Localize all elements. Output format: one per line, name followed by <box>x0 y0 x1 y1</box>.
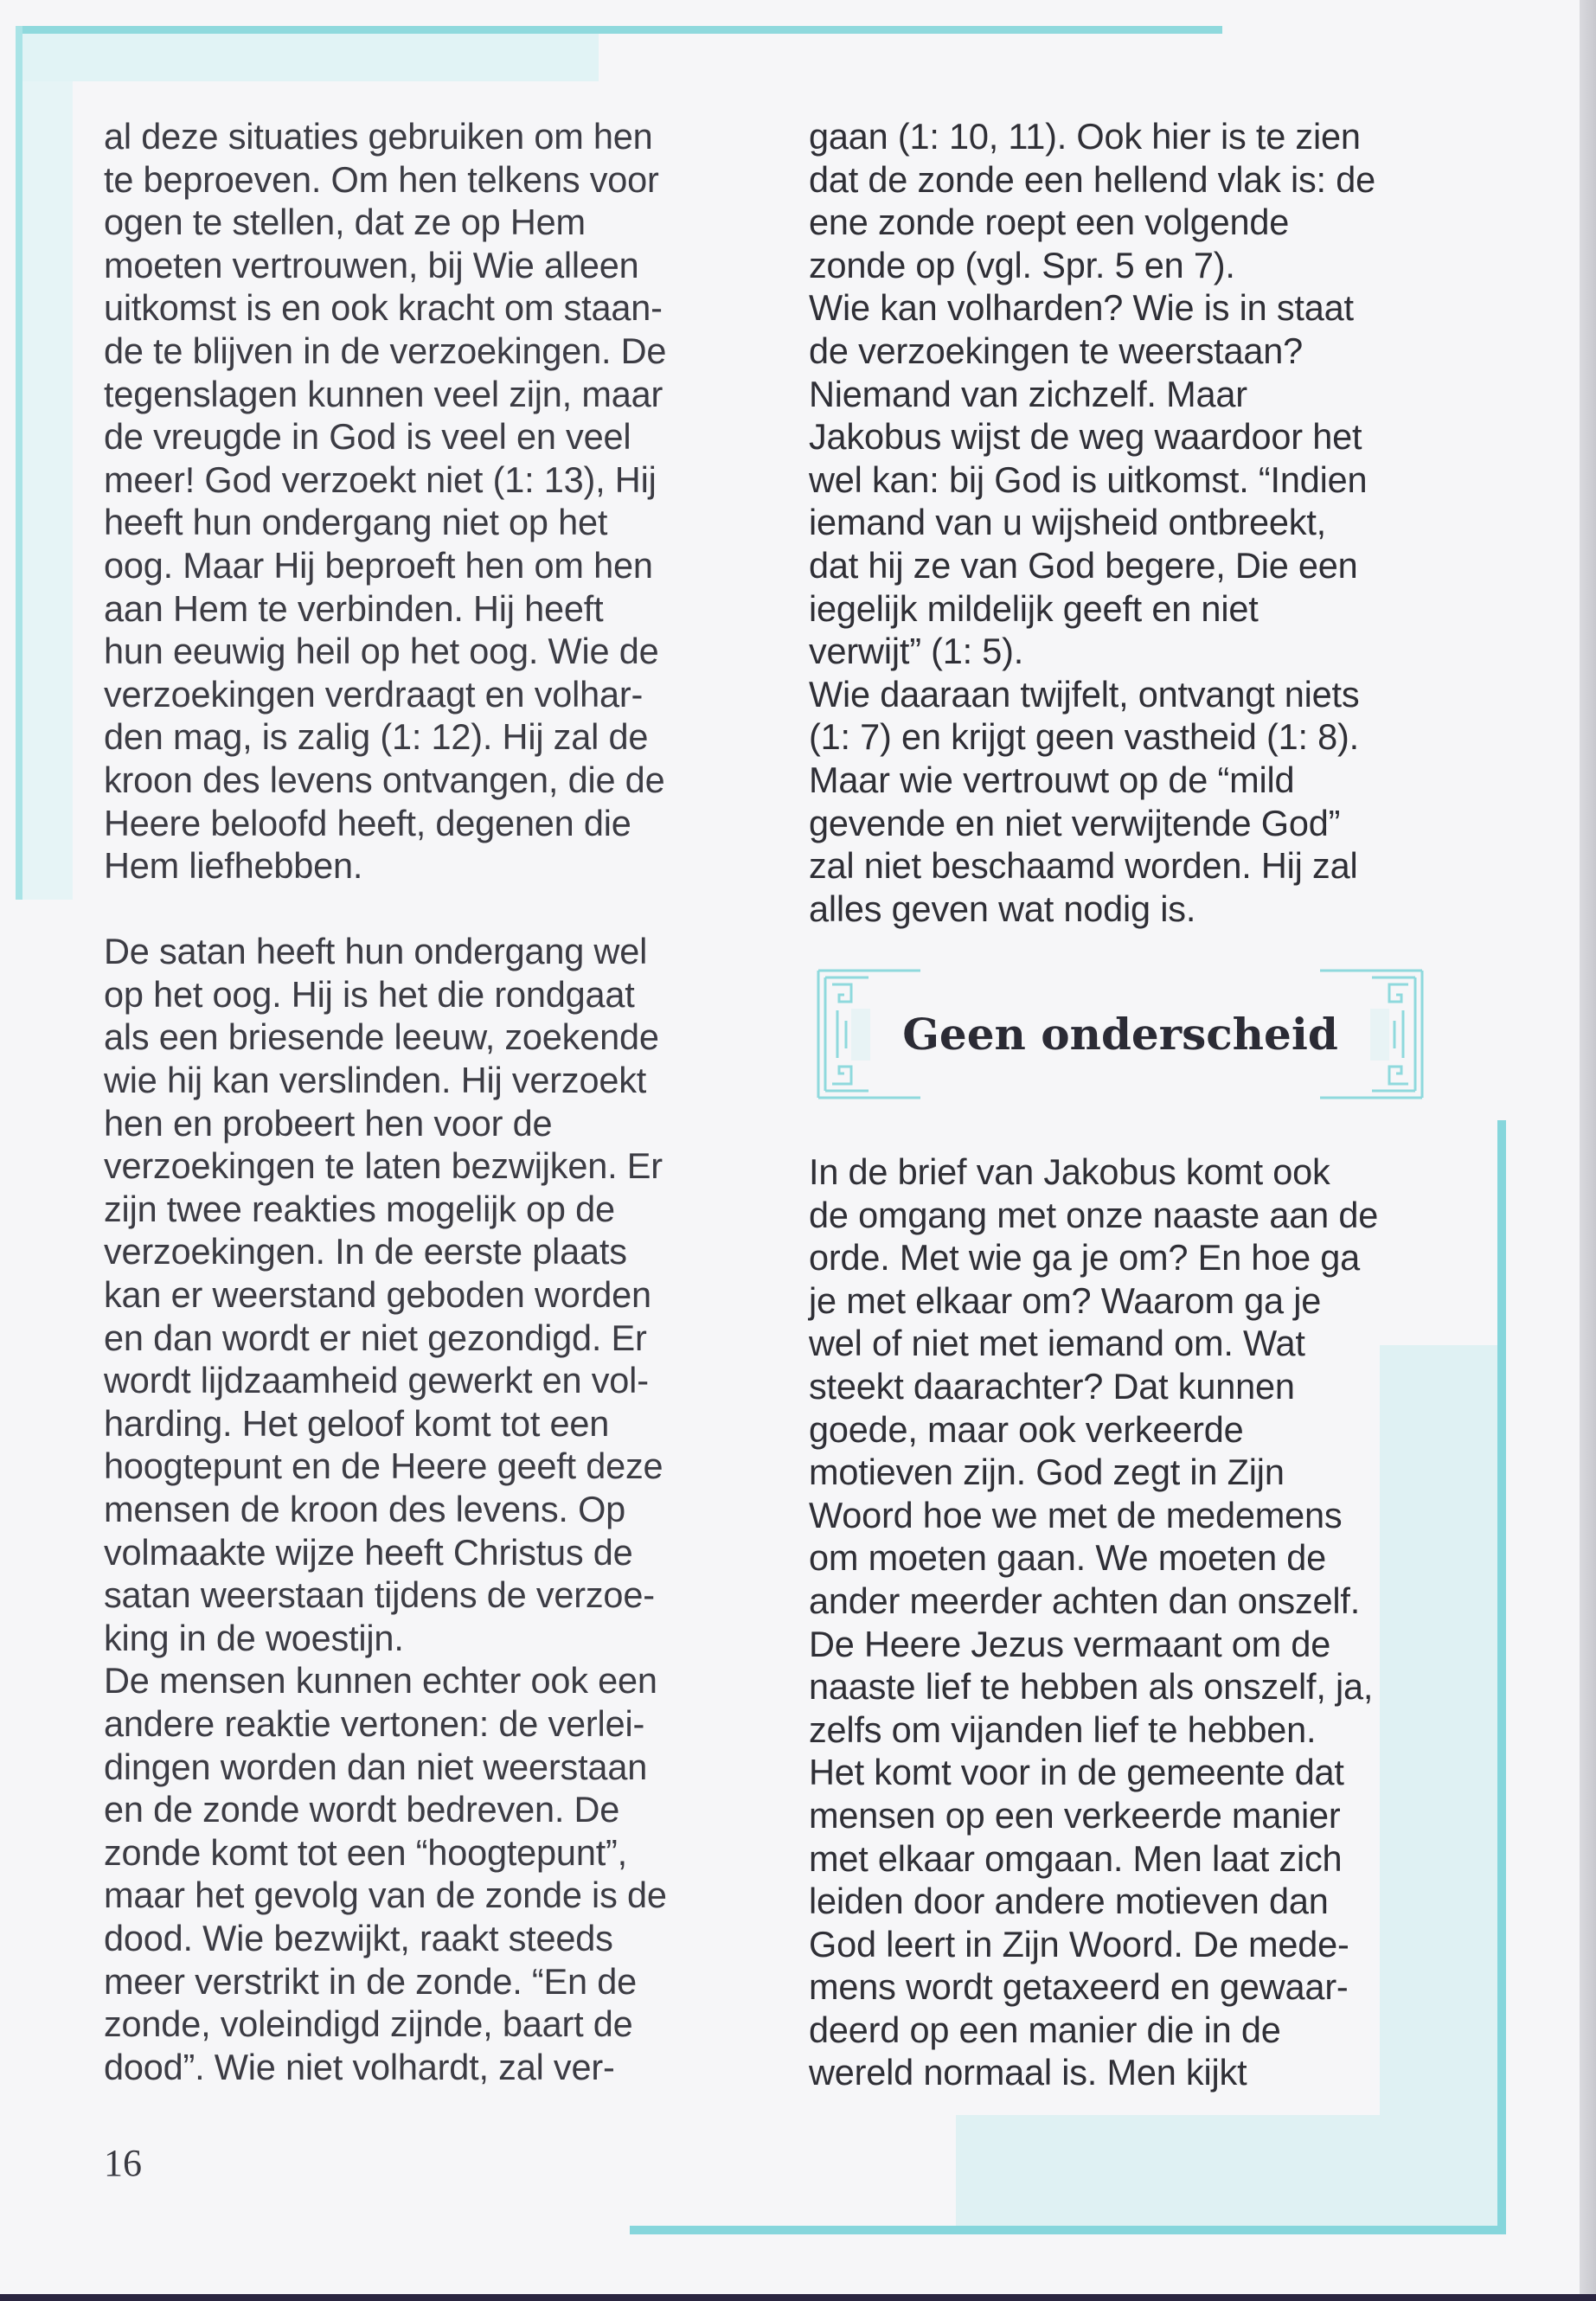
text-line: verzoekingen. In de eerste plaats <box>104 1231 627 1272</box>
text-line: de omgang met onze naaste aan de <box>809 1194 1379 1235</box>
bottom-decor-wash <box>956 2115 1497 2232</box>
text-line: naaste lief te hebben als onszelf, ja, <box>809 1666 1374 1708</box>
top-decor-line <box>16 26 1222 34</box>
text-line: De Heere Jezus vermaant om de <box>809 1623 1331 1664</box>
text-line: Woord hoe we met de medemens <box>809 1494 1343 1535</box>
text-line: heeft hun ondergang niet op het <box>104 502 608 543</box>
text-line: steekt daarachter? Dat kunnen <box>809 1365 1295 1407</box>
text-line: maar het gevolg van de zonde is de <box>104 1875 667 1916</box>
text-line: (1: 7) en krijgt geen vastheid (1: 8). <box>809 716 1359 758</box>
text-line: wordt lijdzaamheid gewerkt en vol- <box>104 1360 649 1401</box>
text-line: Hem liefhebben. <box>104 845 363 887</box>
text-line: kan er weerstand geboden worden <box>104 1274 651 1316</box>
text-line: zijn twee reakties mogelijk op de <box>104 1188 615 1229</box>
text-line: Het komt voor in de gemeente dat <box>809 1752 1344 1793</box>
text-line: God leert in Zijn Woord. De mede- <box>809 1923 1349 1965</box>
page-number: 16 <box>104 2142 142 2184</box>
text-line: zonde op (vgl. Spr. 5 en 7). <box>809 244 1235 285</box>
text-line: dingen worden dan niet weerstaan <box>104 1746 648 1787</box>
text-line: al deze situaties gebruiken om hen <box>104 116 653 157</box>
text-line: ogen te stellen, dat ze op Hem <box>104 202 586 243</box>
text-line: orde. Met wie ga je om? En hoe ga <box>809 1237 1361 1279</box>
text-line: Jakobus wijst de weg waardoor het <box>809 416 1362 458</box>
page-edge-shadow <box>1580 0 1596 2301</box>
text-line: zonde, voleindigd zijnde, baart de <box>104 2003 633 2045</box>
text-line: den mag, is zalig (1: 12). Hij zal de <box>104 716 649 758</box>
text-line: dat hij ze van God begere, Die een <box>809 544 1358 586</box>
text-line: gevende en niet verwijtende God” <box>809 802 1341 843</box>
text-line: leiden door andere motieven dan <box>809 1881 1329 1922</box>
text-line: uitkomst is en ook kracht om staan- <box>104 287 663 329</box>
text-line: en de zonde wordt bedreven. De <box>104 1789 620 1830</box>
text-line: dood”. Wie niet volhardt, zal ver- <box>104 2046 615 2087</box>
text-line: zal niet beschaamd worden. Hij zal <box>809 845 1358 887</box>
left-decor-line <box>16 26 22 900</box>
text-line: andere reaktie vertonen: de verlei- <box>104 1702 645 1744</box>
text-line: tegenslagen kunnen veel zijn, maar <box>104 373 663 414</box>
text-line: als een briesende leeuw, zoekende <box>104 1016 659 1058</box>
text-line: gaan (1: 10, 11). Ook hier is te zien <box>809 116 1361 157</box>
text-line: te beproeven. Om hen telkens voor <box>104 158 659 200</box>
right-decor-line <box>1497 1120 1506 2232</box>
text-line: je met elkaar om? Waarom ga je <box>809 1279 1322 1321</box>
text-line: verzoekingen te laten bezwijken. Er <box>104 1145 663 1187</box>
text-line: hoogtepunt en de Heere geeft deze <box>104 1445 663 1487</box>
text-line: dood. Wie bezwijkt, raakt steeds <box>104 1917 613 1958</box>
right-column-top <box>809 115 1466 930</box>
text-line: ene zonde roept een volgende <box>809 202 1290 243</box>
text-line: king in de woestijn. <box>104 1617 404 1658</box>
text-line: verwijt” (1: 5). <box>809 631 1024 672</box>
text-line: de verzoekingen te weerstaan? <box>809 330 1303 371</box>
text-line: ander meerder achten dan onszelf. <box>809 1580 1361 1621</box>
text-line: moeten vertrouwen, bij Wie alleen <box>104 244 639 285</box>
text-line: kroon des levens ontvangen, die de <box>104 759 665 800</box>
text-line: mensen op een verkeerde manier <box>809 1794 1341 1836</box>
text-line: In de brief van Jakobus komt ook <box>809 1151 1330 1192</box>
section-heading: Geen onderscheid <box>902 1009 1338 1060</box>
text-line: wel kan: bij God is uitkomst. “Indien <box>809 458 1368 500</box>
text-line: alles geven wat nodig is. <box>809 888 1196 929</box>
text-line: deerd op een manier die in de <box>809 2009 1281 2050</box>
bottom-decor-line <box>630 2226 1506 2234</box>
left-column <box>104 115 727 2088</box>
text-line: iegelijk mildelijk geeft en niet <box>809 587 1259 629</box>
text-line: meer verstrikt in de zonde. “En de <box>104 1960 637 2002</box>
text-line: satan weerstaan tijdens de verzoe- <box>104 1574 655 1616</box>
text-line: aan Hem te verbinden. Hij heeft <box>104 587 604 629</box>
text-line: harding. Het geloof komt tot een <box>104 1402 610 1444</box>
text-line: hun eeuwig heil op het oog. Wie de <box>104 631 659 672</box>
bottom-edge-strip <box>0 2294 1596 2301</box>
text-line: meer! God verzoekt niet (1: 13), Hij <box>104 458 657 500</box>
text-line: goede, maar ook verkeerde <box>809 1408 1244 1450</box>
text-line: motieven zijn. God zegt in Zijn <box>809 1452 1285 1493</box>
text-line: Niemand van zichzelf. Maar <box>809 373 1247 414</box>
text-line: oog. Maar Hij beproeft hen om hen <box>104 544 653 586</box>
text-line: om moeten gaan. We moeten de <box>809 1537 1327 1579</box>
text-line: de te blijven in de verzoekingen. De <box>104 330 667 371</box>
paragraph-gap <box>104 888 727 931</box>
left-decor-wash <box>22 81 73 900</box>
text-line: Heere beloofd heeft, degenen die <box>104 802 631 843</box>
text-line: Maar wie vertrouwt op de “mild <box>809 759 1295 800</box>
text-line: mensen de kroon des levens. Op <box>104 1489 626 1529</box>
text-line: mens wordt getaxeerd en gewaar- <box>809 1966 1349 2008</box>
text-line: op het oog. Hij is het die rondgaat <box>104 973 635 1015</box>
text-line: De mensen kunnen echter ook een <box>104 1660 657 1702</box>
right-column-bottom <box>809 1150 1466 2094</box>
text-line: iemand van u wijsheid ontbreekt, <box>809 502 1327 543</box>
top-decor-wash <box>22 34 599 81</box>
text-line: de vreugde in God is veel en veel <box>104 416 631 458</box>
section-heading-frame <box>817 967 1424 1101</box>
text-line: zelfs om vijanden lief te hebben. <box>809 1708 1317 1750</box>
text-line: dat de zonde een hellend vlak is: de <box>809 158 1375 200</box>
text-line: en dan wordt er niet gezondigd. Er <box>104 1317 647 1358</box>
text-line: zonde komt tot een “hoogtepunt”, <box>104 1831 627 1873</box>
text-line: met elkaar omgaan. Men laat zich <box>809 1837 1343 1879</box>
text-line: verzoekingen verdraagt en volhar- <box>104 673 644 715</box>
text-line: Wie daaraan twijfelt, ontvangt niets <box>809 673 1360 715</box>
text-line: wel of niet met iemand om. Wat <box>809 1323 1305 1364</box>
text-line: De satan heeft hun ondergang wel <box>104 931 648 972</box>
text-line: Wie kan volharden? Wie is in staat <box>809 287 1354 329</box>
text-line: volmaakte wijze heeft Christus de <box>104 1531 633 1573</box>
text-line: wereld normaal is. Men kijkt <box>809 2052 1247 2093</box>
text-line: wie hij kan verslinden. Hij verzoekt <box>104 1060 647 1101</box>
text-line: hen en probeert hen voor de <box>104 1102 553 1144</box>
